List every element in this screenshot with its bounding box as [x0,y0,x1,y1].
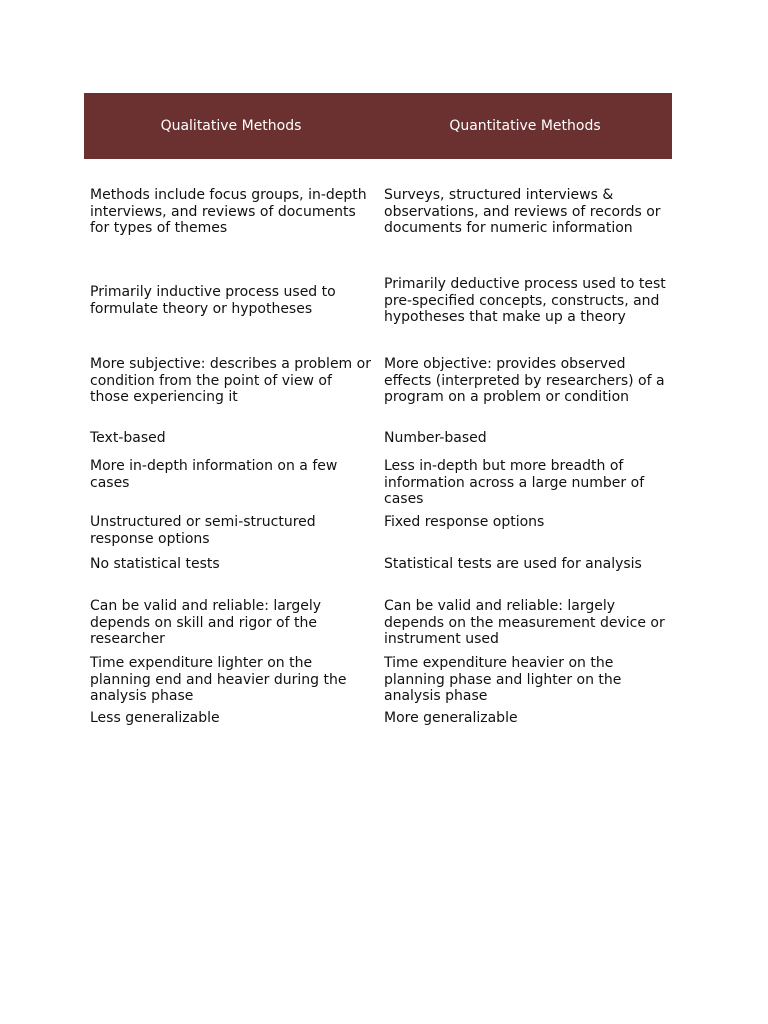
quantitative-cell: Primarily deductive process used to test pre-specified concepts, constructs, and hypotheses that make up a theory [384,275,666,326]
quantitative-cell: Surveys, structured interviews & observations, and reviews of records or documents for numeric information [384,186,661,237]
quantitative-cell: Can be valid and reliable: largely depends on the measurement device or instrument used [384,598,665,648]
quantitative-cell: Number-based [384,429,487,446]
quantitative-cell: More objective: provides observed effects (interpreted by researchers) of a program on a problem or condition [384,355,665,406]
table-row [84,598,672,648]
quantitative-cell: Less in-depth but more breadth of information across a large number of cases [384,458,645,508]
table-header [84,93,672,159]
qualitative-cell: More subjective: describes a problem or condition from the point of view of those experiencing it [90,355,371,406]
table-row [84,261,672,341]
table-row [84,427,672,449]
table-row [84,655,672,705]
qualitative-cell: Primarily inductive process used to formulate theory or hypotheses [90,284,336,317]
table-row [84,556,672,592]
table-row [84,341,672,421]
quantitative-cell: More generalizable [384,710,518,726]
qualitative-cell: Time expenditure lighter on the planning end and heavier during the analysis phase [90,655,347,705]
qualitative-cell: Methods include focus groups, in-depth interviews, and reviews of documents for types of themes [90,186,367,237]
table-row [84,710,672,732]
qualitative-cell: Text-based [90,429,166,446]
qualitative-cell: No statistical tests [90,556,220,572]
table-row [84,458,672,508]
qualitative-cell: More in-depth information on a few cases [90,458,338,491]
table-body [84,164,672,732]
qualitative-cell: Can be valid and reliable: largely depends on skill and rigor of the researcher [90,598,322,648]
table-row [84,164,672,260]
quantitative-cell: Statistical tests are used for analysis [384,556,642,572]
comparison-table [84,93,672,732]
header-qualitative: Qualitative Methods [160,118,302,134]
qualitative-cell: Less generalizable [90,710,220,726]
qualitative-cell: Unstructured or semi-structured response options [90,514,316,547]
quantitative-cell: Time expenditure heavier on the planning phase and lighter on the analysis phase [384,655,622,705]
quantitative-cell: Fixed response options [384,514,545,530]
header-quantitative: Quantitative Methods [449,118,601,134]
table-row [84,514,672,550]
